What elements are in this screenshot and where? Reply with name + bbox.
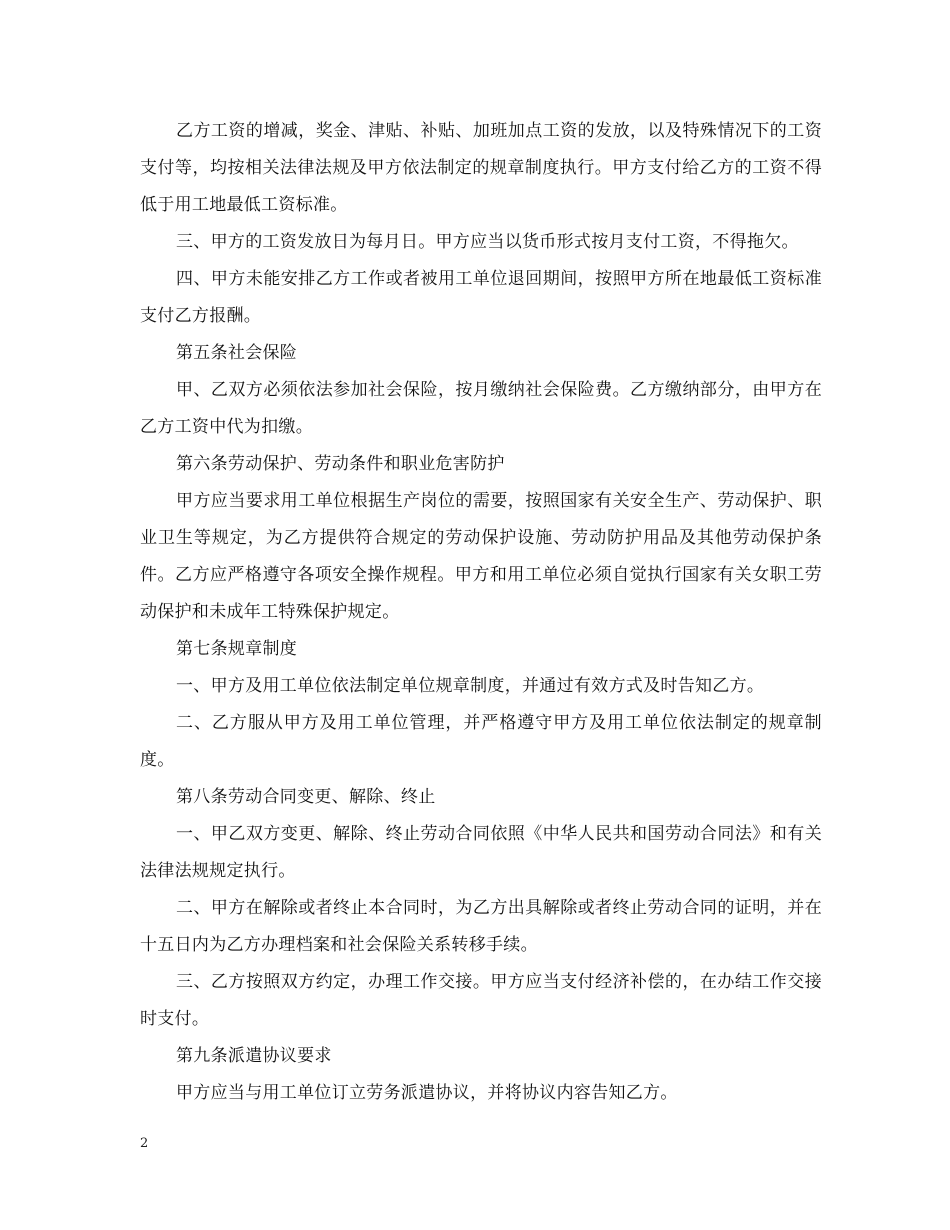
paragraph-payday: 三、甲方的工资发放日为每月日。甲方应当以货币形式按月支付工资，不得拖欠。: [176, 232, 799, 252]
document-body: [140, 113, 822, 1112]
heading-article-9: 第九条派遣协议要求: [176, 1046, 332, 1066]
heading-article-5: 第五条社会保险: [176, 343, 298, 363]
heading-article-8: 第八条劳动合同变更、解除、终止: [176, 787, 436, 807]
paragraph-termination-certificate: 二、甲方在解除或者终止本合同时，为乙方出具解除或者终止劳动合同的证明，并在十五日内为乙方办理档案和社会保险关系转移手续。: [140, 898, 822, 955]
heading-article-7: 第七条规章制度: [176, 639, 298, 659]
paragraph-social-insurance: 甲、乙双方必须依法参加社会保险，按月缴纳社会保险费。乙方缴纳部分，由甲方在乙方工资中代为扣缴。: [140, 380, 822, 437]
paragraph-idle-period-pay: 四、甲方未能安排乙方工作或者被用工单位退回期间，按照甲方所在地最低工资标准支付乙方报酬。: [140, 269, 822, 326]
paragraph-work-handover: 三、乙方按照双方约定，办理工作交接。甲方应当支付经济补偿的，在办结工作交接时支付。: [140, 972, 822, 1029]
paragraph-rules-notice: 一、甲方及用工单位依法制定单位规章制度，并通过有效方式及时告知乙方。: [176, 676, 765, 696]
paragraph-contract-change: 一、甲乙双方变更、解除、终止劳动合同依照《中华人民共和国劳动合同法》和有关法律法规规定执行。: [140, 824, 822, 881]
paragraph-wage-adjustment: 乙方工资的增减，奖金、津贴、补贴、加班加点工资的发放，以及特殊情况下的工资支付等，均按相关法律法规及甲方依法制定的规章制度执行。甲方支付给乙方的工资不得低于用工地最低工资标准。: [140, 121, 822, 215]
heading-article-6: 第六条劳动保护、劳动条件和职业危害防护: [176, 454, 505, 474]
paragraph-rules-compliance: 二、乙方服从甲方及用工单位管理，并严格遵守甲方及用工单位依法制定的规章制度。: [140, 713, 822, 770]
paragraph-dispatch-agreement: 甲方应当与用工单位订立劳务派遣协议，并将协议内容告知乙方。: [176, 1083, 678, 1103]
paragraph-labor-protection: 甲方应当要求用工单位根据生产岗位的需要，按照国家有关安全生产、劳动保护、职业卫生等规定，为乙方提供符合规定的劳动保护设施、劳动防护用品及其他劳动保护条件。乙方应严格遵守各项安全操作规程。甲方和用工单位必须自觉执行国家有关女职工劳动保护和未成年工特殊保护规定。: [140, 491, 822, 622]
page-number: 2: [140, 1136, 149, 1151]
